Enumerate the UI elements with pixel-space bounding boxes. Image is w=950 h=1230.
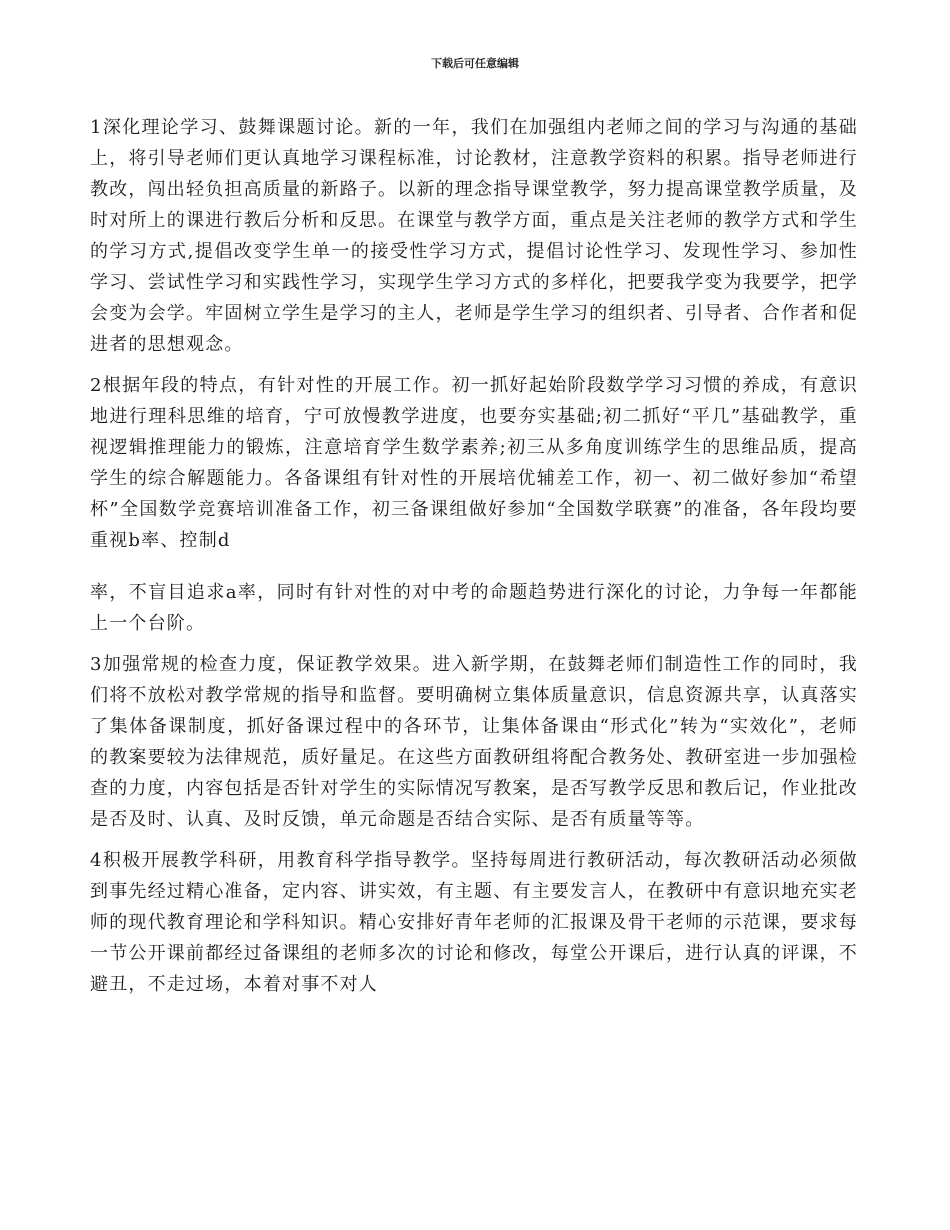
paragraph-1: 1深化理论学习、鼓舞课题讨论。新的一年，我们在加强组内老师之间的学习与沟通的基础上，将引导老师们更认真地学习课程标准，讨论教材，注意教学资料的积累。指导老师进行教改，闯出轻负担高质量的新路子。以新的理念指导课堂教学，努力提高课堂教学质量，及时对所上的课进行教后分析和反思。在课堂与教学方面，重点是关注老师的教学方式和学生的学习方式,提倡改变学生单一的接受性学习方式，提倡讨论性学习、发现性学习、参加性学习、尝试性学习和实践性学习，实现学生学习方式的多样化，把要我学变为我要学，把学会变为会学。牢固树立学生是学习的主人，老师是学生学习的组织者、引导者、合作者和促进者的思想观念。	[90, 117, 858, 355]
paragraph-4: 4积极开展教学科研，用教育科学指导教学。坚持每周进行教研活动，每次教研活动必须做到事先经过精心准备，定内容、讲实效，有主题、有主要发言人，在教研中有意识地充实老师的现代教育理论和学科知识。精心安排好青年老师的汇报课及骨干老师的示范课，要求每一节公开课前都经过备课组的老师多次的讨论和修改，每堂公开课后，进行认真的评课，不避丑，不走过场，本着对事不对人	[90, 850, 858, 995]
document-body	[90, 112, 858, 1000]
paragraph-2-continued: 率，不盲目追求a率，同时有针对性的对中考的命题趋势进行深化的讨论，力争每一年都能上一个台阶。	[90, 582, 858, 634]
paragraph-3: 3加强常规的检查力度，保证教学效果。进入新学期，在鼓舞老师们制造性工作的同时，我们将不放松对教学常规的指导和监督。要明确树立集体质量意识，信息资源共享，认真落实了集体备课制度，抓好备课过程中的各环节，让集体备课由“形式化”转为“实效化”，老师的教案要较为法律规范，质好量足。在这些方面教研组将配合教务处、教研室进一步加强检查的力度，内容包括是否针对学生的实际情况写教案，是否写教学反思和教后记，作业批改是否及时、认真、及时反馈，单元命题是否结合实际、是否有质量等等。	[90, 654, 858, 830]
paragraph-2: 2根据年段的特点，有针对性的开展工作。初一抓好起始阶段数学学习习惯的养成，有意识地进行理科思维的培育，宁可放慢教学进度，也要夯实基础;初二抓好“平几”基础教学，重视逻辑推理能力的锻炼，注意培育学生数学素养;初三从多角度训练学生的思维品质，提高学生的综合解题能力。各备课组有针对性的开展培优辅差工作，初一、初二做好参加“希望杯”全国数学竞赛培训准备工作，初三备课组做好参加“全国数学联赛”的准备，各年段均要重视b率、控制d	[90, 375, 858, 551]
page-header: 下载后可任意编辑	[431, 57, 519, 70]
